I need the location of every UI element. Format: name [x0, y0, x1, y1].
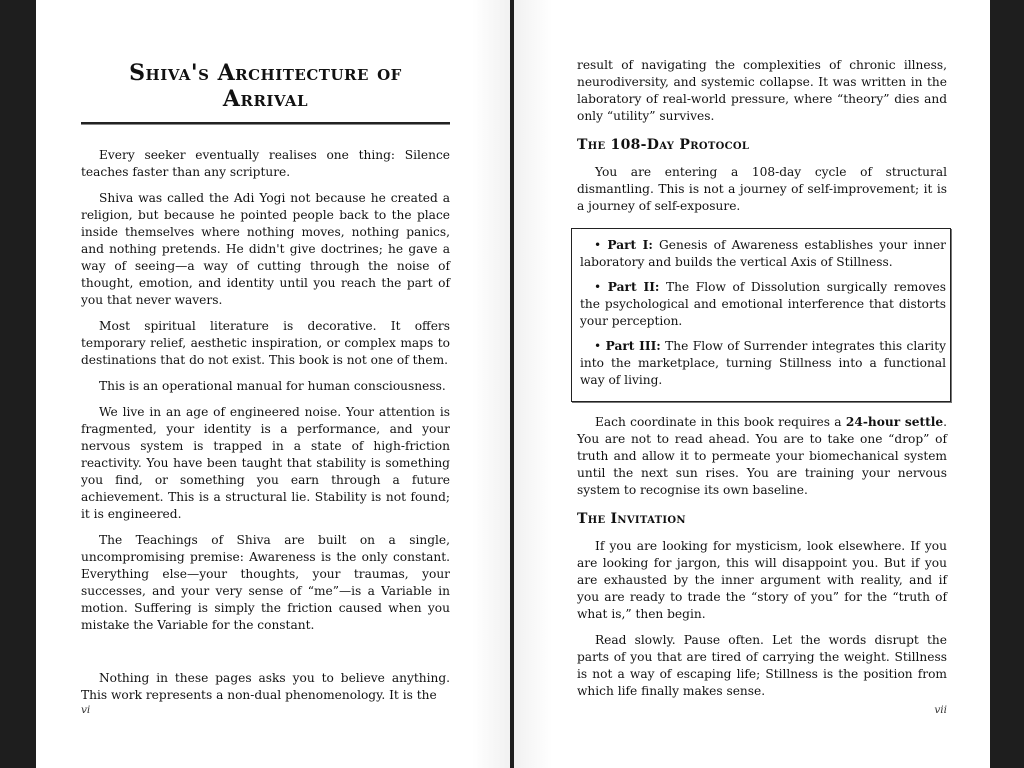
- settle-emphasis: 24-hour settle: [845, 415, 944, 429]
- bullet-icon: •: [594, 280, 602, 294]
- paragraph-continued: result of navigating the complexities of chronic illness, neurodiversity, and systemic collapse. It was written in the laboratory of real-world pressure, where “theory” dies and only “utility” survives.: [577, 58, 947, 123]
- part-text: The Flow of Dissolution surgically removes the psychological and emotional interference that distorts your perception.: [580, 280, 947, 328]
- paragraph: We live in an age of engineered noise. Your attention is fragmented, your identity is a performance, and your nervous system is trapped in a state of high-friction reactivity. You have been taught that stability is something you find, or something you earn through a future achievement. This is a structural lie. Stability is not found; it is engineered.: [81, 405, 450, 521]
- page-number-right: vii: [934, 704, 947, 716]
- bullet-icon: •: [594, 238, 602, 252]
- bullet-icon: •: [594, 339, 602, 353]
- paragraph: [577, 414, 947, 499]
- chapter-title-line-1: Shiva's Architecture of: [129, 60, 402, 86]
- part-item: [580, 279, 946, 330]
- paragraph: Read slowly. Pause often. Let the words disrupt the parts of you that are tired of carrying the weight. Stillness is not a way of escaping life; Stillness is the position from which life finally makes sense.: [577, 633, 947, 698]
- right-page-content: [577, 57, 947, 709]
- paragraph: The Teachings of Shiva are built on a single, uncompromising premise: Awareness is the only constant. Everything else—your thoughts, your traumas, your successes, and your very sense of “me”—is a Variable in motion. Suffering is simply the friction caused when you mistake the Variable for the constant.: [81, 533, 450, 632]
- part-label: Part III:: [605, 339, 661, 353]
- settle-text-pre: Each coordinate in this book requires a: [595, 415, 846, 429]
- parts-box: [571, 228, 951, 402]
- section-heading-protocol: The 108-Day Protocol: [577, 137, 750, 153]
- paragraph-spacer: [81, 643, 450, 670]
- section-heading-invitation: The Invitation: [577, 511, 686, 527]
- chapter-title-line-2: Arrival: [222, 86, 309, 112]
- paragraph: Most spiritual literature is decorative. It offers temporary relief, aesthetic inspiration, or complex maps to destinations that do not exist. This book is not one of them.: [81, 319, 450, 367]
- left-page[interactable]: [36, 0, 510, 768]
- paragraph: This is an operational manual for human consciousness.: [99, 379, 446, 393]
- part-label: Part II:: [607, 280, 660, 294]
- chapter-title: [81, 60, 450, 112]
- paragraph: If you are looking for mysticism, look elsewhere. If you are looking for jargon, this will disappoint you. But if you are exhausted by the inner argument with reality, and if you are ready to trade the “story of you” for the “truth of what is,” then begin.: [577, 539, 947, 621]
- part-text: The Flow of Surrender integrates this clarity into the marketplace, turning Stillness into a functional way of living.: [580, 339, 946, 387]
- page-number-left: vi: [81, 704, 91, 716]
- part-item: [580, 237, 946, 271]
- paragraph: Nothing in these pages asks you to believe anything. This work represents a non-dual phenomenology. It is the: [81, 671, 450, 702]
- right-page[interactable]: [514, 0, 990, 768]
- paragraph: You are entering a 108-day cycle of structural dismantling. This is not a journey of self-improvement; it is a journey of self-exposure.: [577, 165, 947, 213]
- part-item: [580, 338, 946, 389]
- left-page-content: [81, 60, 450, 713]
- settle-text-post: . You are not to read ahead. You are to take one “drop” of truth and allow it to permeate your biomechanical system until the next sun rises. You are training your nervous system to recognise its own baseline.: [577, 415, 947, 497]
- paragraph: Shiva was called the Adi Yogi not because he created a religion, but because he pointed people back to the place inside themselves where nothing moves, nothing panics, and nothing pretends. He didn't give doctrines; he gave a way of seeing—a way of cutting through the noise of thought, emotion, and identity until you reach the part of you that never wavers.: [81, 191, 450, 307]
- title-divider: [81, 122, 450, 125]
- paragraph: Every seeker eventually realises one thing: Silence teaches faster than any scripture.: [81, 148, 450, 179]
- part-text: Genesis of Awareness establishes your inner laboratory and builds the vertical Axis of Stillness.: [580, 238, 947, 269]
- part-label: Part I:: [607, 238, 653, 252]
